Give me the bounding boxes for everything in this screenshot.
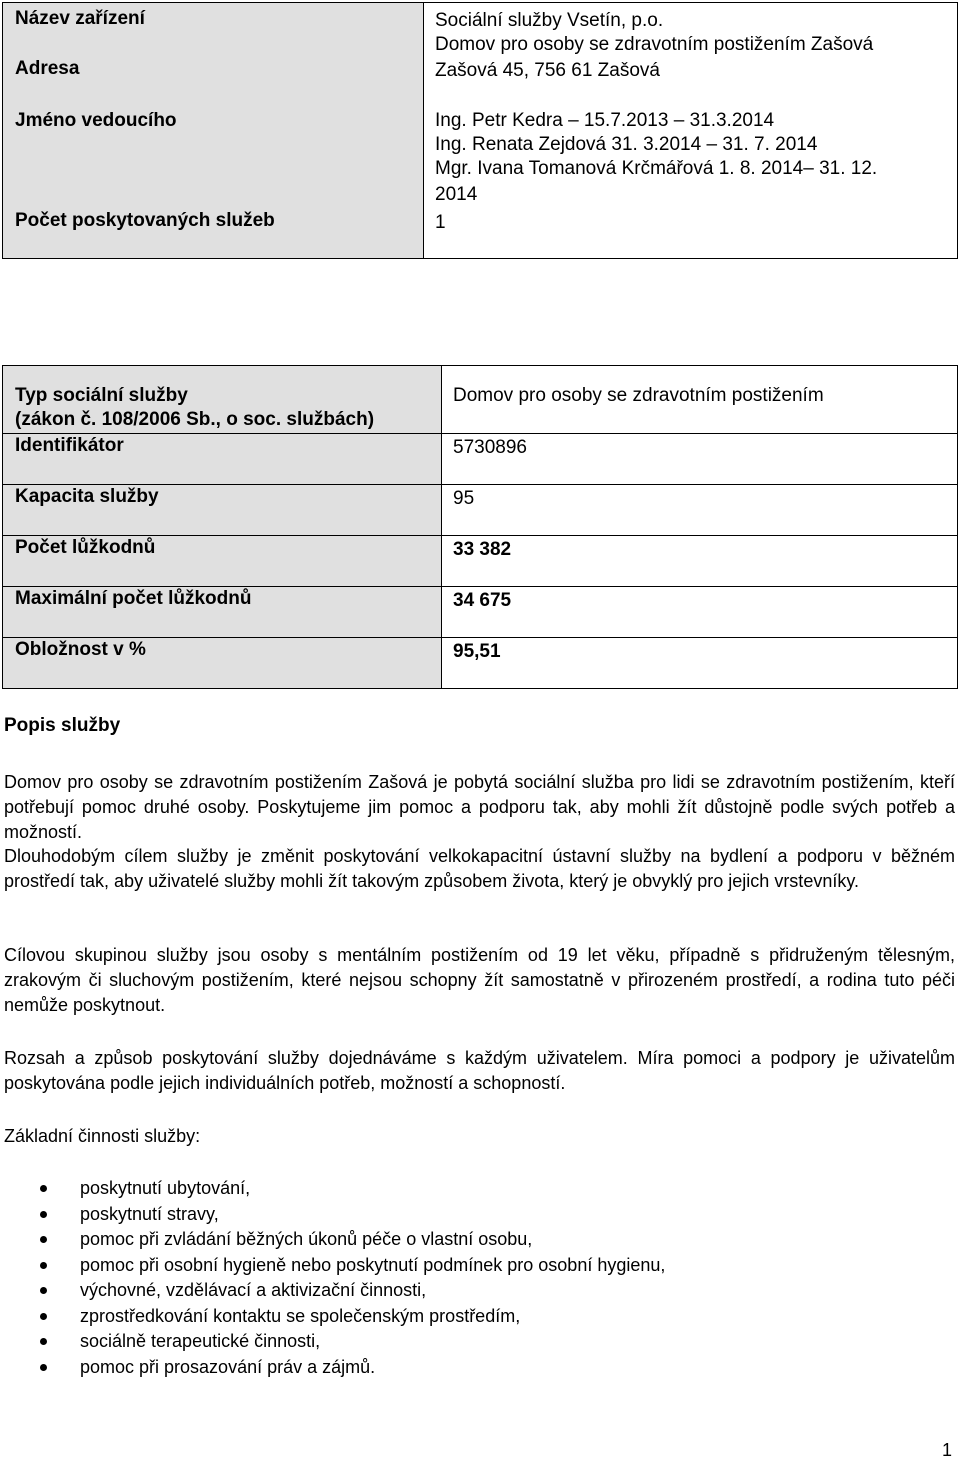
list-item: poskytnutí ubytování, [0, 1176, 665, 1202]
manager-value-4: 2014 [435, 184, 478, 205]
paragraph-text: Cílovou skupinou služby jsou osoby s mentálním postižením od 19 let věku, případně s přidruženým tělesným, zrakovým či sluchovým postižením, které nejsou schopny žít samostatně v přirozeném prostředí, a rodina tuto péči nemůže poskytnout. [4, 945, 955, 1015]
list-item: pomoc při zvládání běžných úkonů péče o vlastní osobu, [0, 1227, 665, 1253]
paragraph-target-group [4, 943, 955, 1018]
bullet-icon [40, 1313, 47, 1320]
bullet-icon [40, 1262, 47, 1269]
bullet-icon [40, 1185, 47, 1192]
manager-label: Jméno vedoucího [15, 110, 177, 131]
bullet-icon [40, 1338, 47, 1345]
bullet-icon [40, 1287, 47, 1294]
address-label: Adresa [15, 58, 80, 79]
list-item: zprostředkování kontaktu se společenským prostředím, [0, 1304, 665, 1330]
facility-info-table [2, 2, 958, 259]
bullet-icon [40, 1211, 47, 1218]
section-heading: Popis služby [4, 715, 121, 736]
paragraph-goal [4, 844, 955, 894]
facility-name-value-1: Sociální služby Vsetín, p.o. [435, 10, 664, 31]
capacity-label: Kapacita služby [15, 486, 159, 507]
bed-days-label: Počet lůžkodnů [15, 537, 156, 558]
services-count-value: 1 [435, 212, 446, 233]
service-type-label-1: Typ sociální služby [15, 385, 188, 406]
service-type-label-2: (zákon č. 108/2006 Sb., o soc. službách) [15, 409, 375, 430]
manager-value-2: Ing. Renata Zejdová 31. 3.2014 – 31. 7. 2014 [435, 134, 818, 155]
paragraph-text: Rozsah a způsob poskytování služby dojednáváme s každým uživatelem. Míra pomoci a podpory je uživatelům poskytována podle jejich individuálních potřeb, možností a schopností. [4, 1048, 955, 1093]
max-bed-days-label: Maximální počet lůžkodnů [15, 588, 252, 609]
identifier-label: Identifikátor [15, 435, 124, 456]
facility-name-value-2: Domov pro osoby se zdravotním postižením Zašová [435, 34, 874, 55]
services-count-label: Počet poskytovaných služeb [15, 210, 275, 231]
identifier-value: 5730896 [453, 437, 527, 458]
service-info-table [2, 365, 958, 689]
list-item: výchovné, vzdělávací a aktivizační činnosti, [0, 1278, 665, 1304]
bullet-icon [40, 1236, 47, 1243]
manager-value-1: Ing. Petr Kedra – 15.7.2013 – 31.3.2014 [435, 110, 775, 131]
facility-name-label: Název zařízení [15, 8, 145, 29]
paragraph-intro [4, 770, 955, 845]
occupancy-label: Obložnost v % [15, 639, 146, 660]
capacity-value: 95 [453, 488, 475, 509]
manager-value-3: Mgr. Ivana Tomanová Krčmářová 1. 8. 2014– 31. 12. [435, 158, 878, 179]
list-item: pomoc při osobní hygieně nebo poskytnutí podmínek pro osobní hygienu, [0, 1253, 665, 1279]
list-item: pomoc při prosazování práv a zájmů. [0, 1355, 665, 1381]
page-number: 1 [941, 1440, 952, 1460]
bed-days-value: 33 382 [453, 539, 512, 560]
list-item: sociálně terapeutické činnosti, [0, 1329, 665, 1355]
bullet-icon [40, 1364, 47, 1371]
list-item: poskytnutí stravy, [0, 1202, 665, 1228]
paragraph-text: Dlouhodobým cílem služby je změnit poskytování velkokapacitní ústavní služby na bydlení a podporu v běžném prostředí tak, aby uživatelé služby mohli žít takovým způsobem života, který je obvyklý pro jejich vrstevníky. [4, 846, 955, 891]
paragraph-scope [4, 1046, 955, 1096]
paragraph-activities-intro [4, 1124, 955, 1149]
occupancy-value: 95,51 [453, 641, 501, 662]
activities-list [0, 1176, 665, 1380]
paragraph-text: Domov pro osoby se zdravotním postižením Zašová je pobytá sociální služba pro lidi se zdravotním postižením, kteří potřebují pomoc druhé osoby. Poskytujeme jim pomoc a podporu tak, aby mohli žít důstojně podle svých potřeb a možností. [4, 772, 955, 842]
address-value: Zašová 45, 756 61 Zašová [435, 60, 660, 81]
service-type-value: Domov pro osoby se zdravotním postižením [453, 385, 824, 406]
paragraph-text: Základní činnosti služby: [4, 1126, 201, 1146]
max-bed-days-value: 34 675 [453, 590, 512, 611]
